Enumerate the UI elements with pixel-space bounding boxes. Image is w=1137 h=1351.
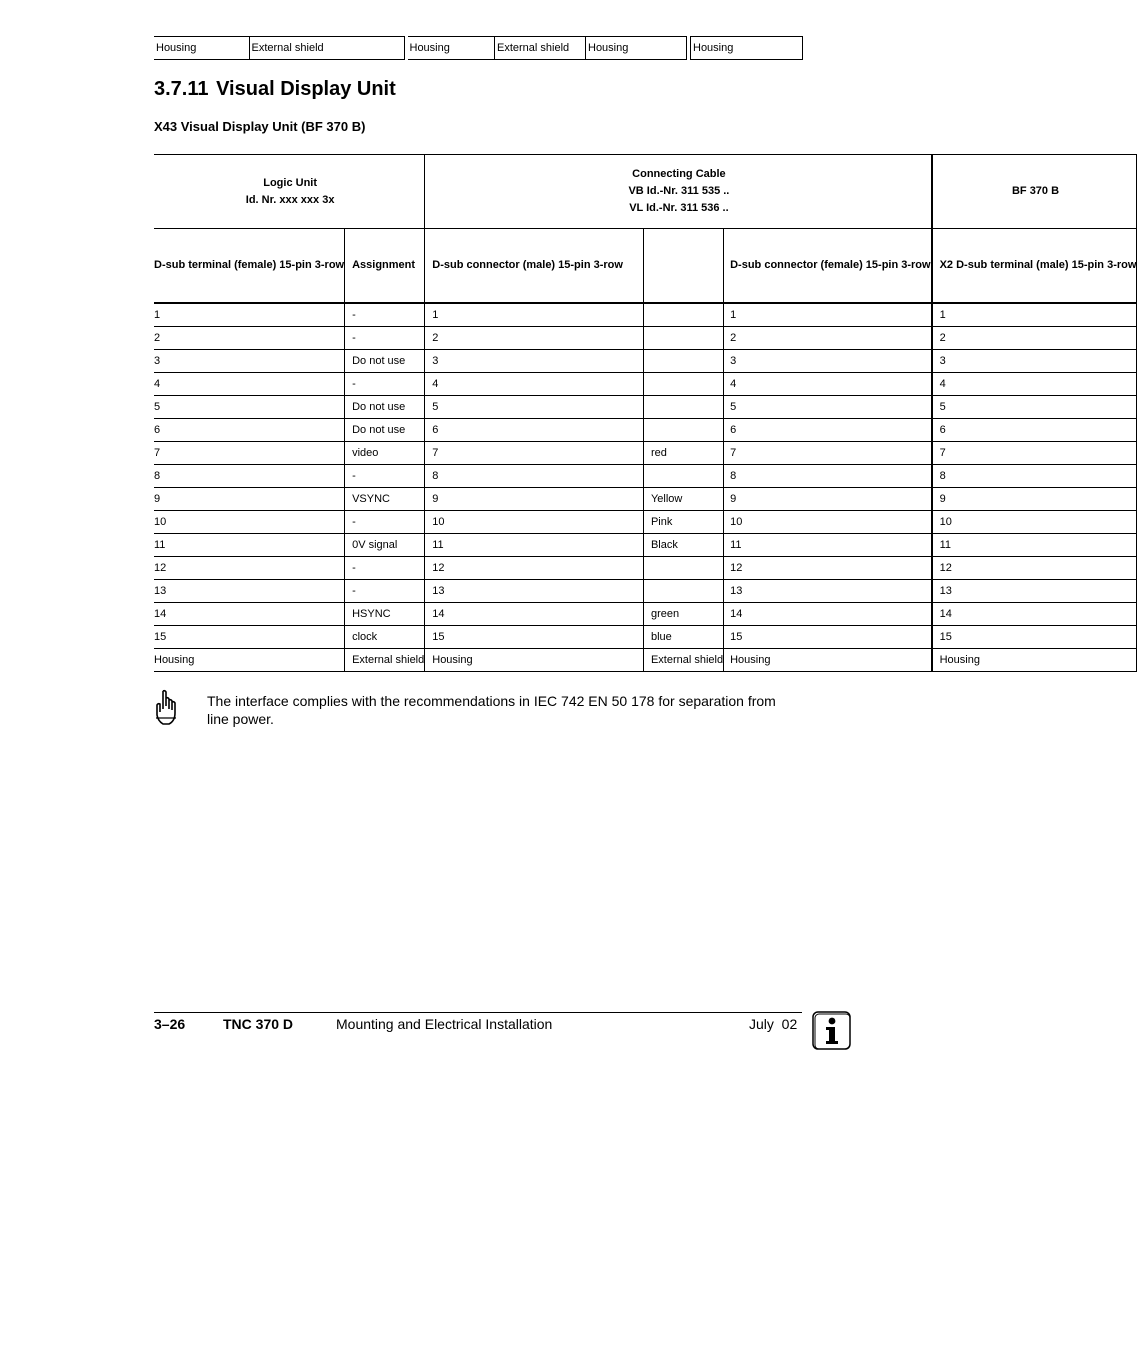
table-cell xyxy=(643,395,723,418)
table-cell: 14 xyxy=(425,602,643,625)
table-cell: - xyxy=(345,326,425,349)
table-cell: 10 xyxy=(932,510,1137,533)
table-cell: 14 xyxy=(932,602,1137,625)
table-cell: 11 xyxy=(932,533,1137,556)
table-cell: red xyxy=(643,441,723,464)
table-row xyxy=(154,464,1137,487)
table-cell: 7 xyxy=(154,441,345,464)
cell: Housing xyxy=(586,37,687,60)
column-header: Assignment xyxy=(345,229,425,303)
table-cell: 4 xyxy=(425,372,643,395)
column-header: D-sub connector (male) 15-pin 3-row xyxy=(425,229,643,303)
table-cell: 8 xyxy=(425,464,643,487)
table-cell: 12 xyxy=(425,556,643,579)
table-cell: clock xyxy=(345,625,425,648)
table-cell: Pink xyxy=(643,510,723,533)
table-cell: green xyxy=(643,602,723,625)
table-cell: 10 xyxy=(724,510,931,533)
table-cell: VSYNC xyxy=(345,487,425,510)
table-cell: - xyxy=(345,510,425,533)
column-header xyxy=(643,229,723,303)
header-line: Id. Nr. xxx xxx 3x xyxy=(245,193,335,206)
table-cell: video xyxy=(345,441,425,464)
table-cell: 11 xyxy=(724,533,931,556)
table-cell: Housing xyxy=(724,648,931,671)
header-line: Logic Unit xyxy=(263,176,318,189)
table-row xyxy=(154,579,1137,602)
continuation-row xyxy=(154,36,803,60)
table-cell xyxy=(643,418,723,441)
info-icon[interactable] xyxy=(812,1011,850,1049)
section-number: 3.7.11 xyxy=(154,78,209,100)
table-cell: External shield xyxy=(345,648,425,671)
note-text: The interface complies with the recommendations in IEC 742 EN 50 178 for separation from line power. xyxy=(207,693,776,727)
table-cell: Do not use xyxy=(345,395,425,418)
table-cell: - xyxy=(345,556,425,579)
table-cell xyxy=(643,326,723,349)
table-cell: 7 xyxy=(724,441,931,464)
table-cell: 15 xyxy=(425,625,643,648)
cell: Housing xyxy=(408,37,495,60)
table-cell: Housing xyxy=(425,648,643,671)
table-cell xyxy=(643,464,723,487)
table-cell: 14 xyxy=(724,602,931,625)
chapter-title: Mounting and Electrical Installation xyxy=(336,1016,553,1032)
table-cell: 13 xyxy=(154,579,345,602)
header-line: Connecting Cable xyxy=(632,168,726,180)
table-row xyxy=(154,602,1137,625)
table-cell: 3 xyxy=(724,349,931,372)
table-row xyxy=(154,487,1137,510)
table-cell: 13 xyxy=(425,579,643,602)
table-cell: 4 xyxy=(154,372,345,395)
table-cell: 15 xyxy=(154,625,345,648)
table-row xyxy=(154,349,1137,372)
table-cell: 10 xyxy=(425,510,643,533)
table-cell: 12 xyxy=(154,556,345,579)
table-cell: Yellow xyxy=(643,487,723,510)
table-cell: 2 xyxy=(724,326,931,349)
table-cell: 11 xyxy=(425,533,643,556)
cell: External shield xyxy=(495,37,586,60)
connecting-cable-header xyxy=(425,155,931,229)
table-row xyxy=(154,533,1137,556)
pointing-hand-icon xyxy=(154,689,180,727)
table-cell: 4 xyxy=(724,372,931,395)
table-cell: 13 xyxy=(932,579,1137,602)
table-cell: 11 xyxy=(154,533,345,556)
table-cell: 2 xyxy=(425,326,643,349)
table-cell: - xyxy=(345,303,425,327)
table-row xyxy=(154,418,1137,441)
table-cell: 12 xyxy=(724,556,931,579)
table-cell: Housing xyxy=(932,648,1137,671)
table-cell: 2 xyxy=(932,326,1137,349)
table-cell xyxy=(643,372,723,395)
table-row xyxy=(154,556,1137,579)
table-cell: 6 xyxy=(932,418,1137,441)
table-cell: 14 xyxy=(154,602,345,625)
table-cell: Do not use xyxy=(345,349,425,372)
table-cell: Do not use xyxy=(345,418,425,441)
table-row xyxy=(154,648,1137,671)
table-cell: 8 xyxy=(932,464,1137,487)
cell: External shield xyxy=(249,37,404,60)
table-cell: 6 xyxy=(724,418,931,441)
table-cell: 0V signal xyxy=(345,533,425,556)
table-cell: 4 xyxy=(932,372,1137,395)
table-cell: 7 xyxy=(425,441,643,464)
table-cell: 13 xyxy=(724,579,931,602)
column-header: D-sub connector (female) 15-pin 3-row xyxy=(724,229,931,303)
table-cell: 1 xyxy=(932,303,1137,327)
section-title: Visual Display Unit xyxy=(216,78,396,100)
logic-unit-header xyxy=(154,155,425,229)
column-header: X2 D-sub terminal (male) 15-pin 3-row xyxy=(932,229,1137,303)
product-name: TNC 370 D xyxy=(223,1016,294,1032)
table-row xyxy=(154,303,1137,327)
table-cell: 9 xyxy=(932,487,1137,510)
table-row xyxy=(154,625,1137,648)
table-cell: 8 xyxy=(154,464,345,487)
table-cell: 5 xyxy=(932,395,1137,418)
table-cell: 6 xyxy=(154,418,345,441)
table-cell: 8 xyxy=(724,464,931,487)
table-cell: 3 xyxy=(932,349,1137,372)
bf-370-header xyxy=(932,155,1137,229)
table-cell: 10 xyxy=(154,510,345,533)
table-cell: 9 xyxy=(154,487,345,510)
cell: Housing xyxy=(691,37,803,60)
table-row xyxy=(154,441,1137,464)
table-cell: - xyxy=(345,372,425,395)
table-title: X43 Visual Display Unit (BF 370 B) xyxy=(154,119,366,134)
table-cell: 15 xyxy=(724,625,931,648)
column-header: D-sub terminal (female) 15-pin 3-row xyxy=(154,229,345,303)
table-cell: 3 xyxy=(425,349,643,372)
table-cell xyxy=(643,579,723,602)
publication-date: July 02 xyxy=(749,1016,798,1032)
table-row xyxy=(154,510,1137,533)
table-cell: 9 xyxy=(425,487,643,510)
table-row xyxy=(154,395,1137,418)
table-cell: 5 xyxy=(154,395,345,418)
table-cell: 7 xyxy=(932,441,1137,464)
section-heading xyxy=(154,78,396,101)
table-cell: Black xyxy=(643,533,723,556)
table-cell: 3 xyxy=(154,349,345,372)
pin-assignment-table xyxy=(154,154,1137,672)
table-cell: Housing xyxy=(154,648,345,671)
table-cell: 12 xyxy=(932,556,1137,579)
header-line: VB Id.-Nr. 311 535 .. xyxy=(628,185,730,197)
table-cell: - xyxy=(345,579,425,602)
page-number: 3–26 xyxy=(154,1016,186,1032)
footer-rule xyxy=(154,1012,802,1013)
header-line: BF 370 B xyxy=(1011,185,1060,197)
header-line: VL Id.-Nr. 311 536 .. xyxy=(629,202,729,214)
table-cell xyxy=(643,303,723,327)
table-cell: 5 xyxy=(425,395,643,418)
table-cell: 15 xyxy=(932,625,1137,648)
cell: Housing xyxy=(154,37,249,60)
table-cell: HSYNC xyxy=(345,602,425,625)
table-cell xyxy=(643,556,723,579)
table-row xyxy=(154,326,1137,349)
table-row xyxy=(154,372,1137,395)
table-cell: 1 xyxy=(154,303,345,327)
table-cell: - xyxy=(345,464,425,487)
table-cell: blue xyxy=(643,625,723,648)
table-cell: 9 xyxy=(724,487,931,510)
table-cell: 2 xyxy=(154,326,345,349)
table-cell: External shield xyxy=(643,648,723,671)
table-cell: 5 xyxy=(724,395,931,418)
table-cell: 6 xyxy=(425,418,643,441)
table-cell: 1 xyxy=(425,303,643,327)
table-cell xyxy=(643,349,723,372)
table-cell: 1 xyxy=(724,303,931,327)
